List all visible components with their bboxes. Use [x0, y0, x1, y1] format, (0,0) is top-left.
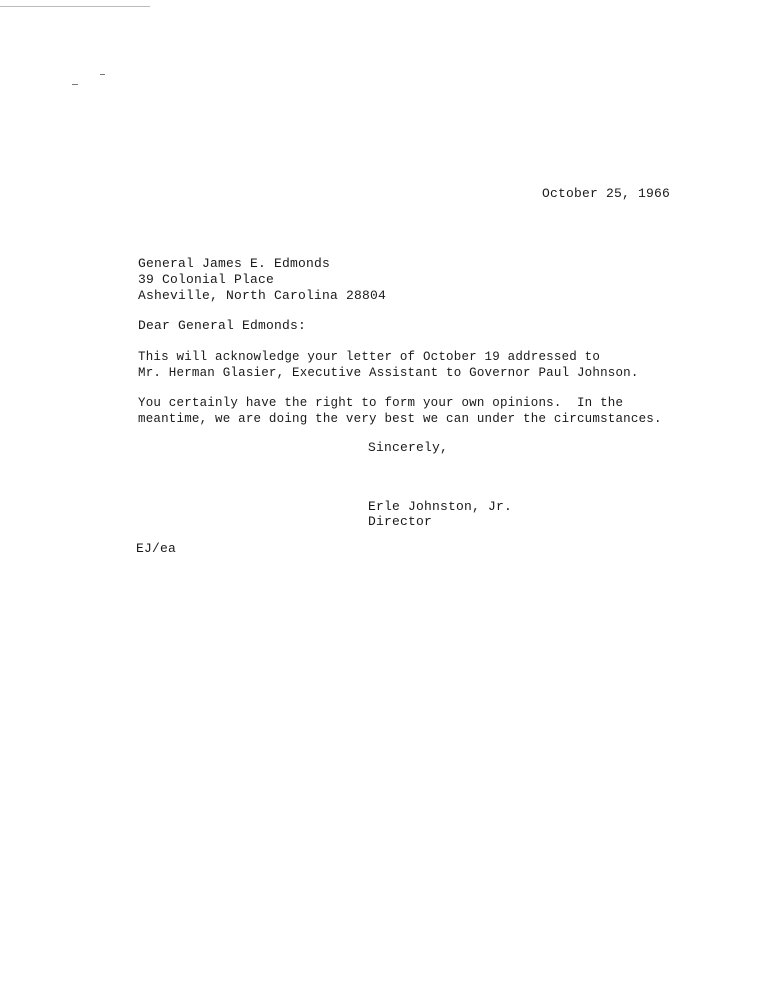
scan-speck [100, 74, 105, 75]
paragraph-1-line-2: Mr. Herman Glasier, Executive Assistant to Governor Paul Johnson. [138, 366, 639, 380]
closing: Sincerely, [368, 440, 449, 455]
paragraph-2-line-2: meantime, we are doing the very best we can under the circumstances. [138, 412, 662, 426]
recipient-street: 39 Colonial Place [138, 272, 275, 287]
salutation: Dear General Edmonds: [138, 318, 307, 333]
signer-name: Erle Johnston, Jr. [368, 499, 513, 514]
scan-speck [72, 84, 78, 85]
paragraph-2-line-1: You certainly have the right to form your own opinions. In the [138, 396, 624, 410]
letter-date: October 25, 1966 [542, 186, 671, 201]
signer-title: Director [368, 514, 433, 529]
paragraph-1-line-1: This will acknowledge your letter of October 19 addressed to [138, 350, 601, 364]
scan-edge-mark [0, 6, 150, 7]
recipient-city: Asheville, North Carolina 28804 [138, 288, 387, 303]
recipient-name: General James E. Edmonds [138, 256, 331, 271]
typist-initials: EJ/ea [136, 541, 177, 556]
